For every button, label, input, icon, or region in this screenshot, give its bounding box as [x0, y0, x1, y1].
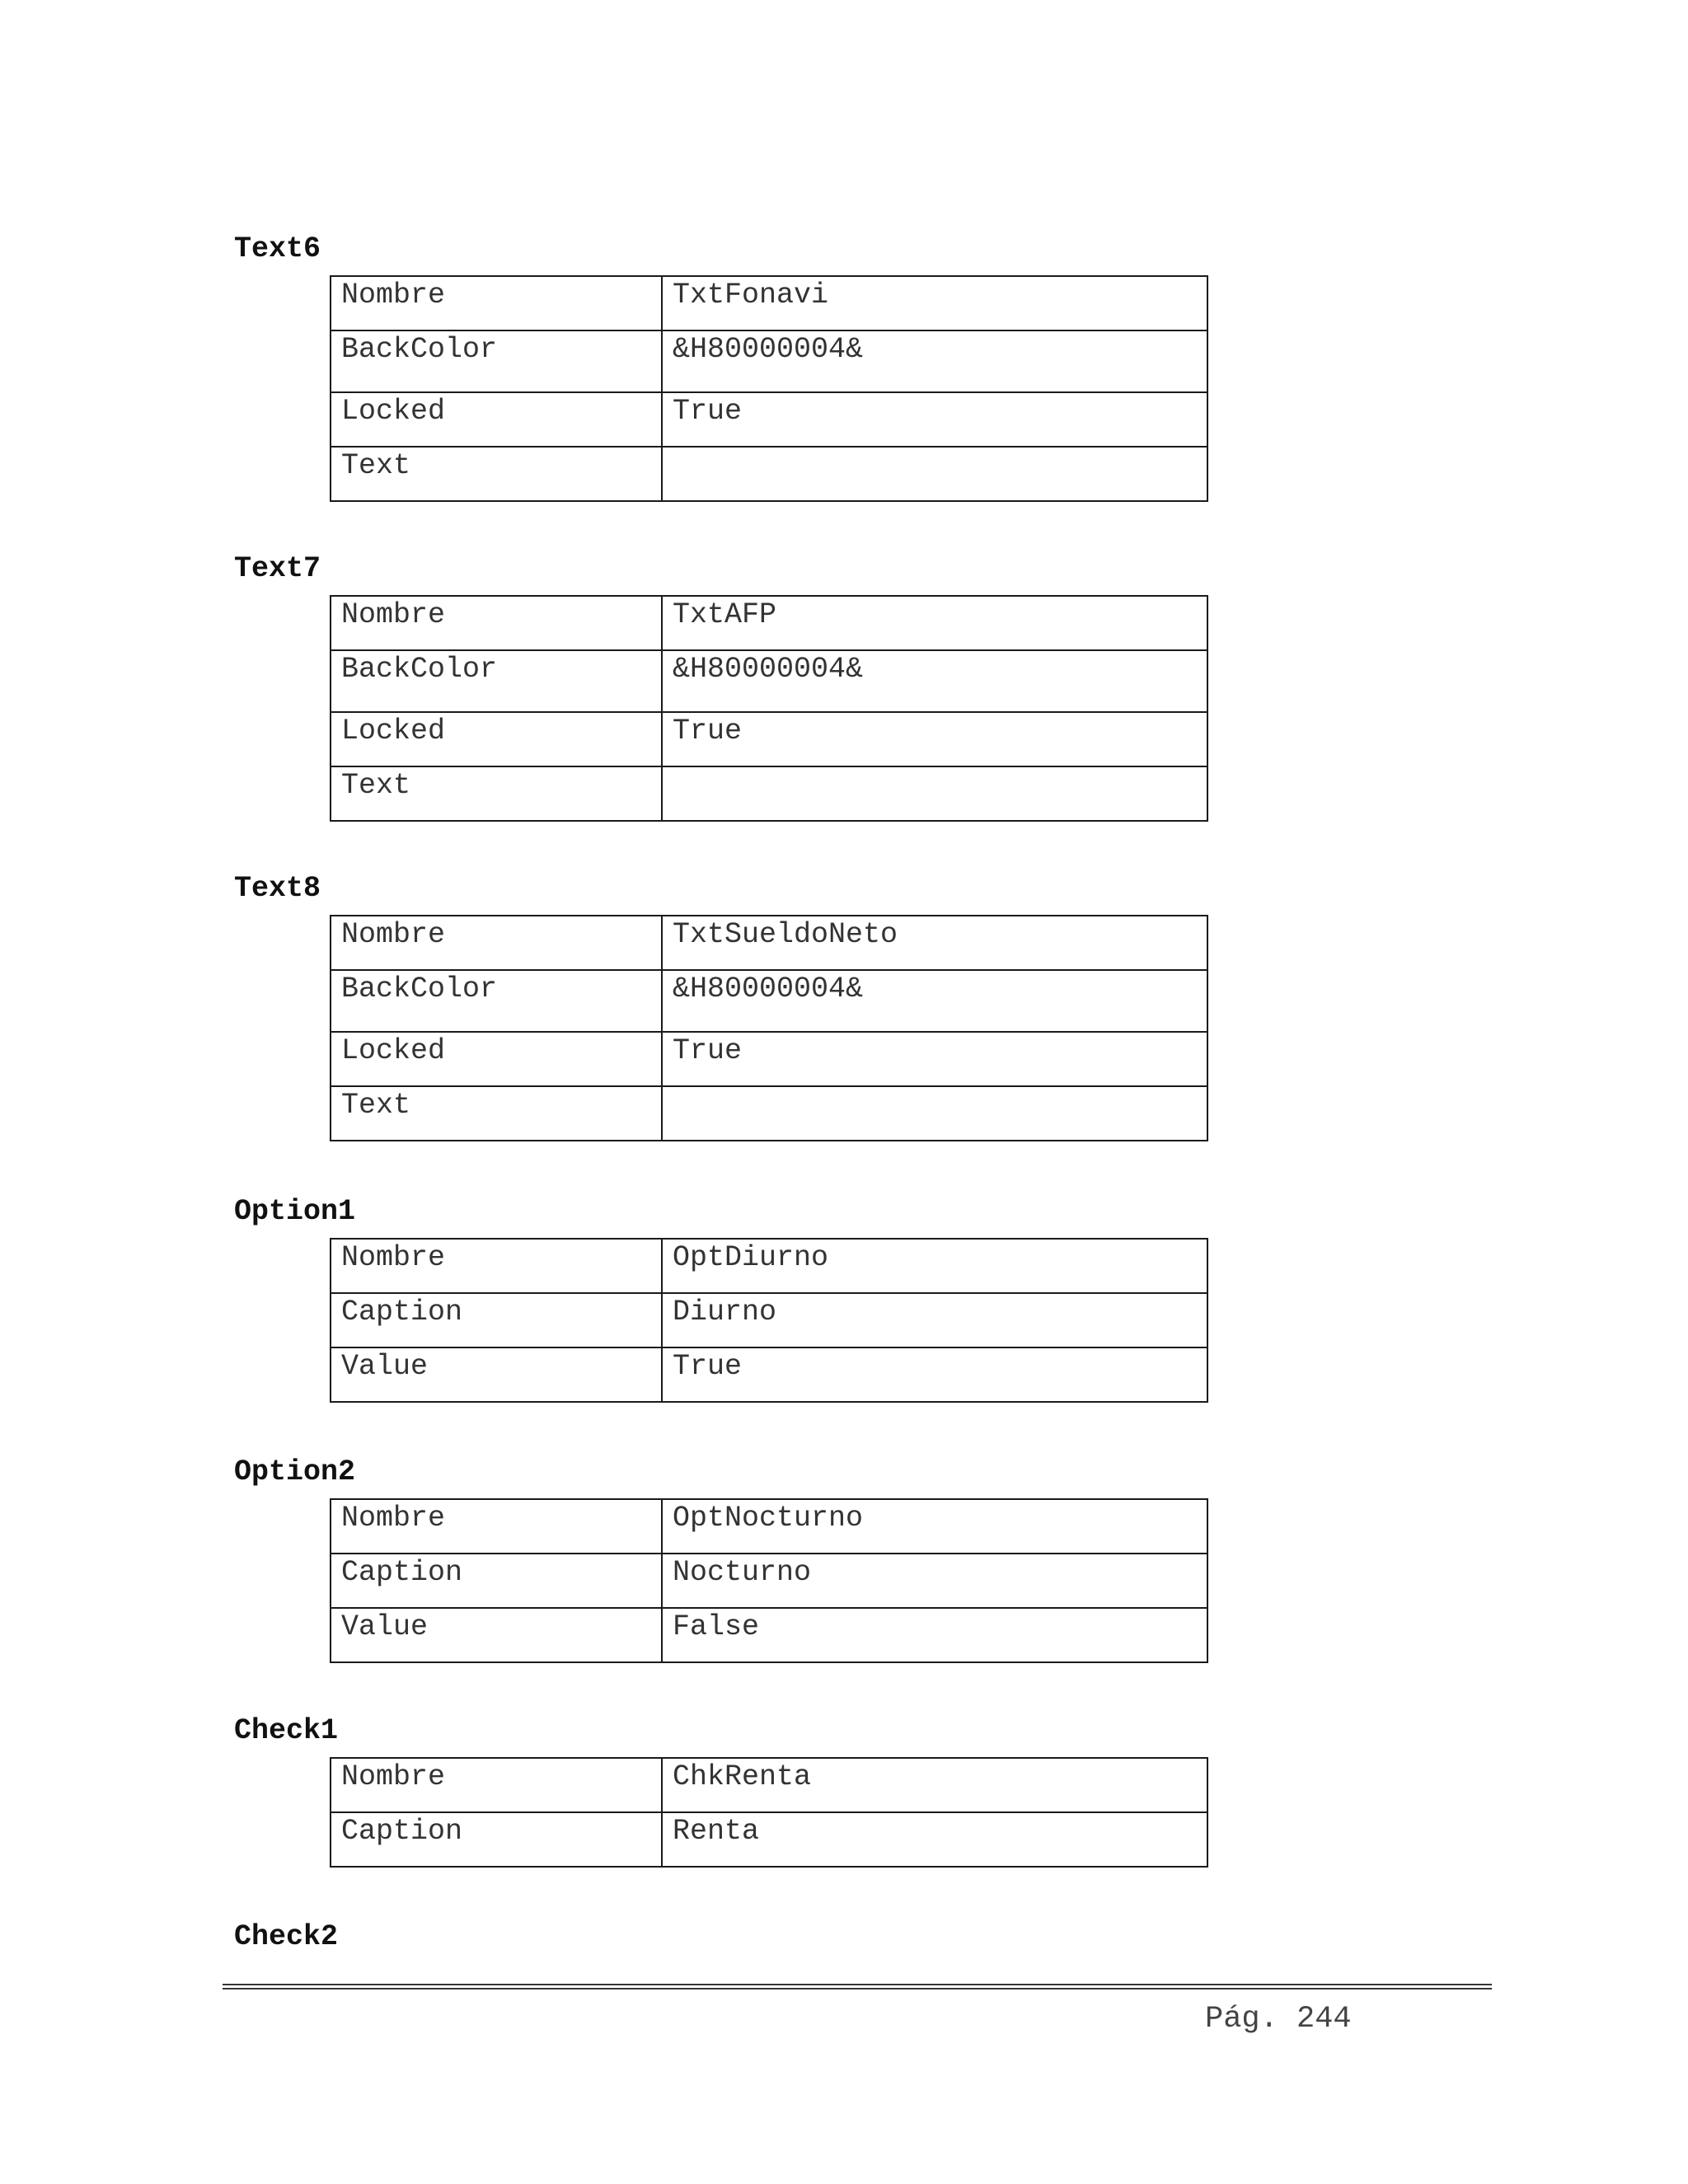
property-value: &H80000004& [662, 970, 1207, 1032]
property-name: BackColor [331, 650, 662, 712]
property-value: True [662, 1347, 1207, 1402]
property-name: Nombre [331, 1239, 662, 1293]
section-title: Text6 [234, 232, 321, 265]
section-text8 [232, 872, 1221, 1141]
section-title: Text7 [234, 552, 321, 585]
table-row [331, 1347, 1207, 1402]
property-name: Text [331, 1086, 662, 1141]
property-name: Value [331, 1608, 662, 1662]
properties-table [330, 1757, 1208, 1868]
section-text7 [232, 552, 1221, 822]
table-row [331, 1239, 1207, 1293]
table-row [331, 916, 1207, 970]
property-name: Locked [331, 712, 662, 766]
table-row [331, 970, 1207, 1032]
section-check2 [232, 1920, 1221, 1953]
property-name: Caption [331, 1554, 662, 1608]
section-text6 [232, 232, 1221, 502]
section-option2 [232, 1455, 1221, 1663]
table-row [331, 1032, 1207, 1086]
property-name: Caption [331, 1293, 662, 1347]
property-value: True [662, 1032, 1207, 1086]
table-row [331, 766, 1207, 821]
property-name: Nombre [331, 1499, 662, 1554]
property-value: TxtFonavi [662, 276, 1207, 330]
property-name: Nombre [331, 1758, 662, 1812]
property-name: Value [331, 1347, 662, 1402]
property-name: Locked [331, 392, 662, 447]
properties-table [330, 595, 1208, 822]
properties-table [330, 275, 1208, 502]
property-name: Text [331, 766, 662, 821]
table-row [331, 330, 1207, 392]
property-value: OptDiurno [662, 1239, 1207, 1293]
table-row [331, 1499, 1207, 1554]
property-value: True [662, 712, 1207, 766]
table-row [331, 1086, 1207, 1141]
section-title: Option1 [234, 1195, 356, 1228]
property-name: Locked [331, 1032, 662, 1086]
property-value: TxtAFP [662, 596, 1207, 650]
section-check1 [232, 1714, 1221, 1868]
property-value [662, 1086, 1207, 1141]
table-row [331, 596, 1207, 650]
property-value: TxtSueldoNeto [662, 916, 1207, 970]
properties-table [330, 1498, 1208, 1663]
property-value [662, 766, 1207, 821]
table-row [331, 1608, 1207, 1662]
property-value: OptNocturno [662, 1499, 1207, 1554]
table-row [331, 1293, 1207, 1347]
property-value: True [662, 392, 1207, 447]
property-value: Renta [662, 1812, 1207, 1867]
table-row [331, 1812, 1207, 1867]
property-value: Diurno [662, 1293, 1207, 1347]
property-value [662, 447, 1207, 501]
property-name: BackColor [331, 330, 662, 392]
property-name: Text [331, 447, 662, 501]
property-value: ChkRenta [662, 1758, 1207, 1812]
table-row [331, 392, 1207, 447]
property-value: Nocturno [662, 1554, 1207, 1608]
properties-table [330, 915, 1208, 1141]
property-value: &H80000004& [662, 650, 1207, 712]
section-title: Option2 [234, 1455, 356, 1488]
section-title: Check1 [234, 1714, 339, 1747]
property-name: Nombre [331, 276, 662, 330]
section-title: Text8 [234, 872, 321, 905]
property-name: Nombre [331, 596, 662, 650]
section-option1 [232, 1195, 1221, 1403]
table-row [331, 276, 1207, 330]
table-row [331, 650, 1207, 712]
table-row [331, 1758, 1207, 1812]
page-number: Pág. 244 [1205, 2002, 1352, 2036]
table-row [331, 1554, 1207, 1608]
property-value: &H80000004& [662, 330, 1207, 392]
property-name: Caption [331, 1812, 662, 1867]
property-name: Nombre [331, 916, 662, 970]
table-row [331, 712, 1207, 766]
property-value: False [662, 1608, 1207, 1662]
property-name: BackColor [331, 970, 662, 1032]
table-row [331, 447, 1207, 501]
section-title: Check2 [234, 1920, 339, 1953]
properties-table [330, 1238, 1208, 1403]
footer-divider [223, 1984, 1492, 1990]
